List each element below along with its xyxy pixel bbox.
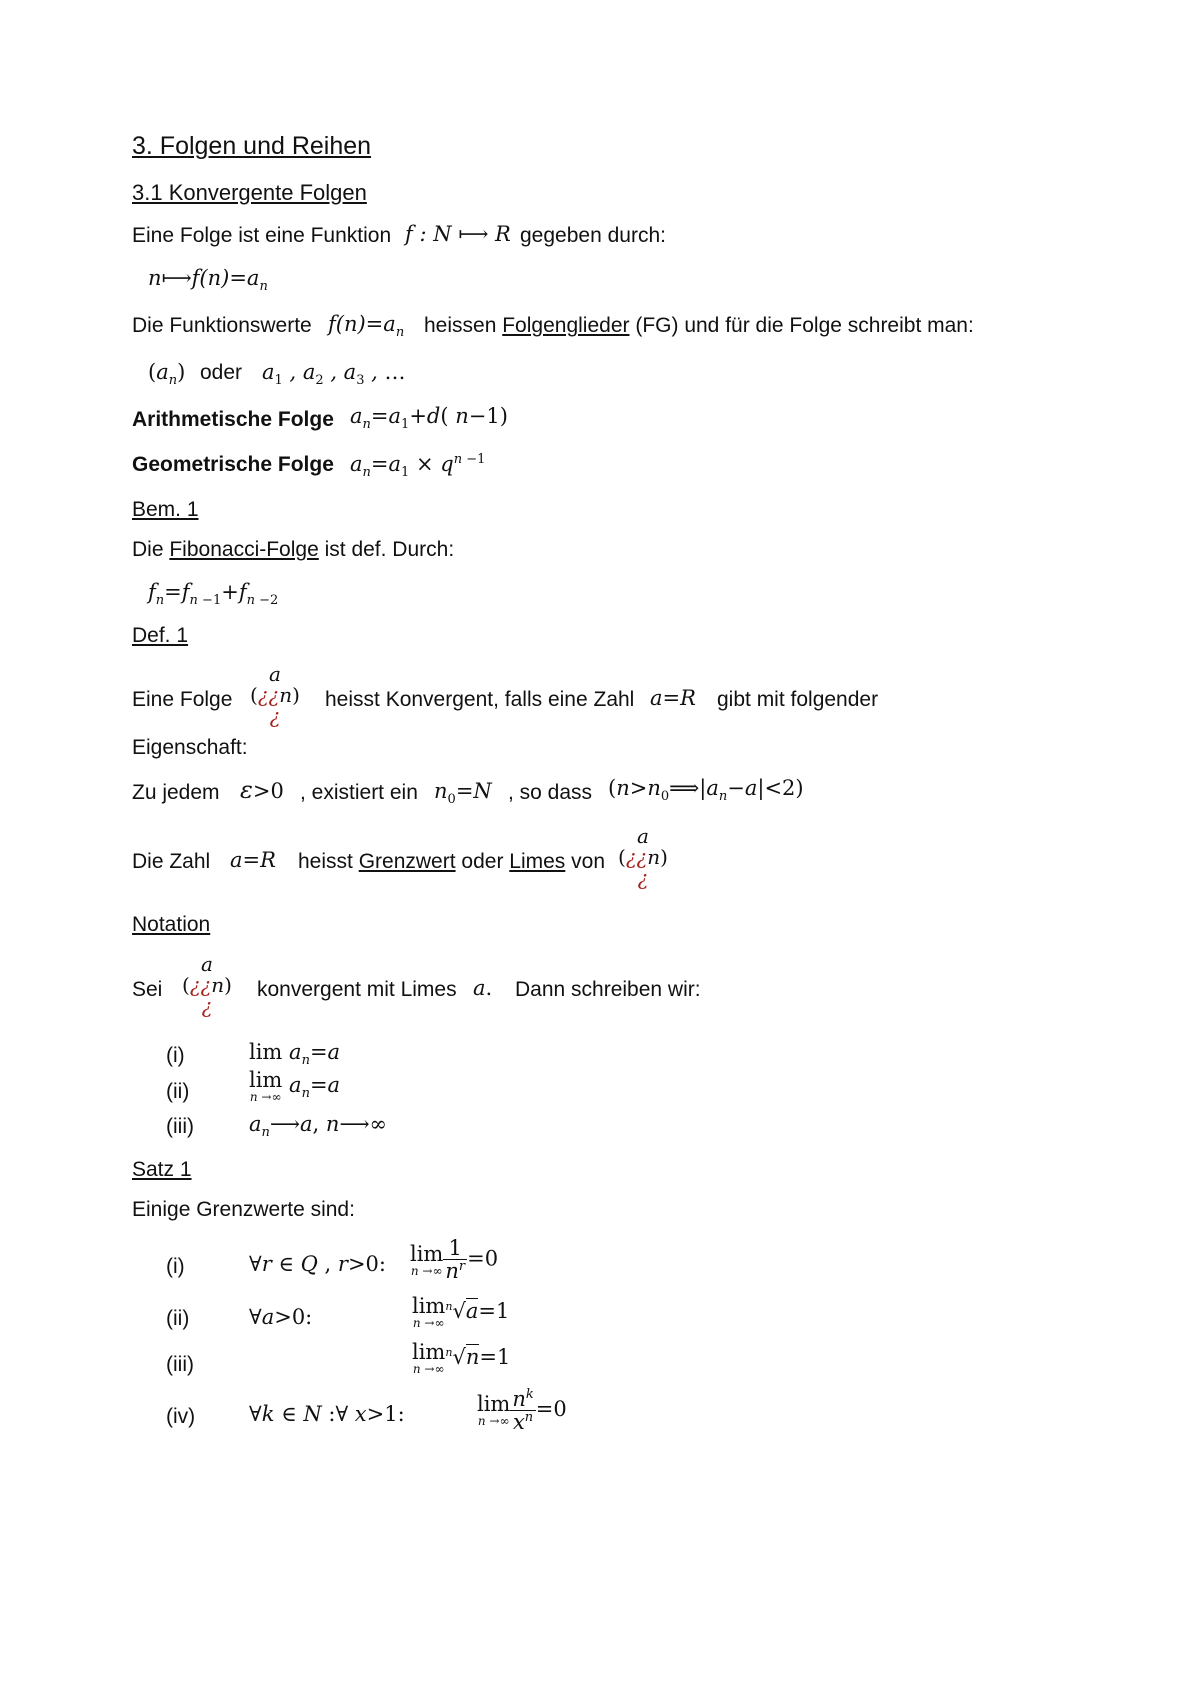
list2-item-iii-formula: lim n →∞ $^n$√n=1 (412, 1340, 511, 1376)
list2-item-iii-label: (iii) (166, 1353, 194, 1376)
list1-item-ii-formula: lim n →∞ $a_n=a$ (249, 1068, 341, 1104)
convergence-condition: $(n>n_0⟹|a_n-a|<2)$ (608, 776, 804, 805)
a-in-r-formula-2: a=R (230, 848, 276, 872)
geom-formula: $a_n=a_1 \times q^{n -1}$ (350, 452, 486, 481)
list2-item-ii-condition: ∀a>0: (249, 1305, 313, 1329)
a-in-r-formula: a=R (650, 686, 696, 710)
broken-sequence-symbol: a (¿¿n) ¿ (250, 662, 300, 728)
sequence-list: $a_1$ , $a_2$ , $a_3$ , … (262, 360, 406, 389)
def1-label: Def. 1 (132, 624, 189, 647)
list2-item-iv-formula: lim n →∞ $\frac{n^k}{x^n}$ =0 (477, 1387, 567, 1434)
grenzwert-term: Grenzwert (358, 850, 456, 873)
list2-item-ii-label: (ii) (166, 1307, 190, 1330)
bem1-label: Bem. 1 (132, 498, 199, 521)
list2-item-ii-formula: lim n →∞ $^n$√a=1 (412, 1294, 510, 1330)
geom-label: Geometrische Folge (132, 453, 334, 476)
intro-text: Eine Folge ist eine Funktion (132, 224, 392, 247)
so-dass-text: , so dass (508, 781, 593, 804)
oder-text: oder (200, 361, 243, 384)
mapping-formula: $n⟼f(n)=a_n$ (148, 266, 268, 295)
zu-jedem-text: Zu jedem (132, 781, 220, 804)
list2-item-i-formula: lim n →∞ $\frac{1}{n^r}$ =0 (410, 1236, 499, 1283)
list2-item-iv-condition: ∀k ∈ N :∀ x>1: (249, 1402, 405, 1426)
list1-item-iii-label: (iii) (166, 1115, 194, 1138)
arith-label: Arithmetische Folge (132, 408, 334, 431)
limit-a-symbol: a. (473, 976, 493, 1000)
intro-text-2: gegeben durch: (520, 224, 666, 247)
funktionswerte-text: Die Funktionswerte (132, 314, 312, 337)
list1-item-i-label: (i) (166, 1044, 185, 1067)
sei-text: Sei (132, 978, 163, 1001)
fibonacci-term: Fibonacci-Folge (169, 538, 319, 561)
list2-item-i-label: (i) (166, 1255, 185, 1278)
sequence-notation: $(a_n)$ (148, 360, 186, 389)
einige-text: Einige Grenzwerte sind: (132, 1198, 355, 1221)
dann-text: Dann schreiben wir: (515, 978, 701, 1001)
broken-sequence-symbol-3: a (¿¿n) ¿ (182, 952, 232, 1018)
arith-formula: $a_n=a_1+d$( n−1) (350, 404, 508, 433)
die-zahl-text: Die Zahl (132, 850, 211, 873)
funktionswerte-formula: $f(n)=a_n$ (328, 312, 405, 341)
satz1-label: Satz 1 (132, 1158, 192, 1181)
list1-item-i-formula: $\lim a_n=a$ (249, 1040, 341, 1069)
notation-label: Notation (132, 913, 211, 936)
funktionswerte-text-2: heissen Folgenglieder (FG) und für die Folge schreibt man: (424, 314, 974, 337)
konvergent-text: konvergent mit Limes (257, 978, 457, 1001)
def1-text-1: Eine Folge (132, 688, 233, 711)
list1-item-ii-label: (ii) (166, 1080, 190, 1103)
grenzwert-text: heisst Grenzwert oder Limes von (298, 850, 606, 873)
limes-term: Limes (509, 850, 566, 873)
def1-text-2: heisst Konvergent, falls eine Zahl (325, 688, 635, 711)
n0-formula: $n_0=N$ (434, 779, 492, 808)
fibonacci-text: Die Fibonacci-Folge ist def. Durch: (132, 538, 455, 561)
existiert-text: , existiert ein (300, 781, 418, 804)
function-formula: f : N ⟼ R (405, 222, 511, 246)
fibonacci-formula: $f_n=f_{n -1}+f_{n -2}$ (148, 580, 279, 609)
list1-item-iii-formula: $a_n⟶a$, n⟶∞ (249, 1112, 388, 1141)
folgenglieder-term: Folgenglieder (502, 314, 630, 337)
list2-item-i-condition: ∀r ∈ Q , r>0: (249, 1252, 386, 1276)
page-title: 3. Folgen und Reihen (132, 132, 372, 160)
def1-text-3: gibt mit folgender (717, 688, 879, 711)
section-title: 3.1 Konvergente Folgen (132, 180, 367, 205)
list2-item-iv-label: (iv) (166, 1405, 196, 1428)
def1-text-4: Eigenschaft: (132, 736, 248, 759)
broken-sequence-symbol-2: a (¿¿n) ¿ (618, 824, 668, 890)
epsilon-formula: ε>0 (240, 776, 284, 804)
